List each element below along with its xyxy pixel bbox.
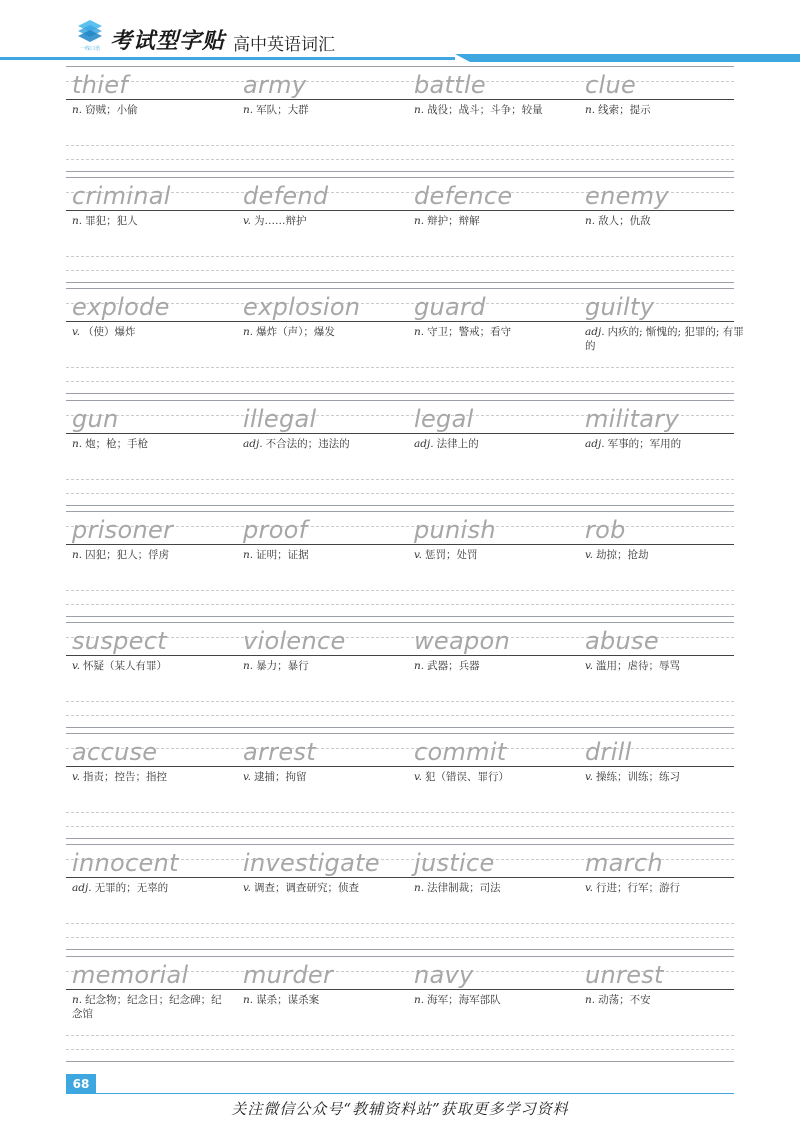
word-definition	[414, 214, 574, 228]
definition-text: （使）爆炸	[83, 326, 136, 339]
word-cell	[237, 841, 407, 949]
writing-guide-line	[66, 1061, 734, 1062]
word-row	[66, 397, 734, 509]
definition-text: 不合法的；违法的	[265, 437, 350, 450]
part-of-speech: n.	[414, 215, 425, 228]
definition-text: 操练；训练；练习	[596, 771, 681, 784]
word-row	[66, 953, 734, 1065]
definition-text: 怀疑（某人有罪）	[83, 660, 168, 672]
word-cell	[408, 841, 578, 949]
part-of-speech: adj.	[585, 326, 605, 339]
word-cell	[237, 285, 407, 393]
footer-slogan: 关注微信公众号“教辅资料站”获取更多学习资料	[231, 1100, 569, 1118]
word-cell	[579, 953, 749, 1061]
footer-line	[96, 1093, 734, 1094]
part-of-speech: n.	[414, 326, 425, 339]
tracing-word: arrest	[243, 738, 316, 767]
definition-text: 线索；提示	[598, 104, 651, 116]
writing-guide-line	[66, 505, 734, 506]
writing-guide-line	[66, 838, 734, 839]
part-of-speech: n.	[414, 660, 425, 672]
word-cell	[408, 508, 578, 616]
definition-text: 军队；大群	[256, 104, 309, 116]
word-cell	[66, 953, 236, 1061]
tracing-word: clue	[585, 71, 637, 99]
part-of-speech: adj.	[72, 882, 92, 895]
tracing-word: battle	[414, 71, 486, 99]
definition-text: 纪念物；纪念日；纪念碑；纪念馆	[72, 993, 222, 1020]
tracing-word: unrest	[585, 960, 664, 989]
part-of-speech: v.	[72, 771, 81, 784]
tracing-word: explode	[72, 293, 170, 322]
part-of-speech: n.	[243, 660, 254, 672]
writing-guide-line	[66, 393, 734, 394]
part-of-speech: n.	[72, 104, 83, 116]
part-of-speech: n.	[72, 437, 83, 450]
word-definition	[243, 881, 403, 895]
part-of-speech: v.	[414, 771, 423, 784]
svg-text:一线口语: 一线口语	[79, 46, 101, 52]
part-of-speech: adj.	[243, 437, 263, 450]
word-cell	[237, 953, 407, 1061]
word-definition	[414, 881, 574, 895]
part-of-speech: v.	[72, 326, 81, 339]
tracing-word: proof	[243, 515, 308, 544]
word-cell	[408, 953, 578, 1061]
definition-text: 犯（错误、罪行）	[425, 771, 510, 784]
word-definition	[585, 548, 745, 562]
word-definition	[243, 214, 403, 228]
part-of-speech: v.	[414, 548, 423, 561]
word-row	[66, 63, 734, 175]
word-definition	[243, 770, 403, 784]
word-definition	[72, 548, 232, 562]
definition-text: 行进；行军；游行	[596, 882, 681, 895]
part-of-speech: v.	[243, 215, 252, 228]
part-of-speech: n.	[243, 993, 254, 1006]
word-definition	[72, 214, 232, 228]
definition-text: 滥用；虐待；辱骂	[596, 660, 681, 672]
definition-text: 谋杀；谋杀案	[256, 993, 320, 1006]
word-cell	[66, 619, 236, 727]
word-definition	[585, 881, 745, 895]
part-of-speech: v.	[243, 882, 252, 895]
word-cell	[66, 730, 236, 838]
tracing-word: memorial	[72, 960, 189, 989]
definition-text: 辩护；辩解	[427, 215, 480, 228]
word-definition	[585, 770, 745, 784]
word-definition	[414, 325, 574, 339]
definition-text: 战役；战斗；斗争；较量	[427, 104, 543, 116]
part-of-speech: n.	[72, 548, 83, 561]
word-definition	[585, 214, 745, 228]
definition-text: 调查；调查研究；侦查	[254, 882, 360, 895]
tracing-word: murder	[243, 960, 334, 989]
word-cell	[237, 619, 407, 727]
definition-text: 囚犯；犯人；俘虏	[85, 548, 170, 561]
tracing-word: guard	[414, 293, 486, 322]
tracing-word: guilty	[585, 293, 655, 322]
definition-text: 惩罚；处罚	[425, 548, 478, 561]
word-definition	[72, 770, 232, 784]
word-cell	[579, 841, 749, 949]
part-of-speech: n.	[243, 104, 254, 116]
tracing-word: abuse	[585, 627, 659, 655]
definition-text: 为……辩护	[254, 215, 307, 228]
part-of-speech: v.	[72, 660, 81, 672]
word-definition	[72, 437, 232, 451]
tracing-word: rob	[585, 515, 626, 544]
word-definition	[585, 103, 745, 117]
word-definition	[243, 993, 403, 1007]
tracing-word: criminal	[72, 182, 171, 211]
tracing-word: defence	[414, 182, 513, 211]
tracing-word: illegal	[243, 404, 317, 433]
word-cell	[237, 508, 407, 616]
definition-text: 证明；证据	[256, 548, 309, 561]
definition-text: 动荡；不安	[598, 993, 651, 1006]
writing-guide-line	[66, 171, 734, 172]
word-cell	[66, 174, 236, 282]
brand-title: 考试型字贴	[110, 28, 226, 54]
word-definition	[414, 548, 574, 562]
tracing-word: suspect	[72, 627, 167, 655]
word-cell	[237, 397, 407, 505]
tracing-word: justice	[414, 849, 495, 878]
word-cell	[579, 397, 749, 505]
word-definition	[243, 325, 403, 339]
tracing-word: legal	[414, 404, 474, 433]
part-of-speech: adj.	[414, 437, 434, 450]
tracing-word: army	[243, 71, 307, 99]
definition-text: 爆炸（声）；爆发	[256, 326, 335, 339]
definition-text: 窃贼；小偷	[85, 104, 138, 116]
word-cell	[237, 730, 407, 838]
word-row	[66, 285, 744, 397]
tracing-word: enemy	[585, 182, 669, 211]
word-cell	[66, 841, 236, 949]
word-definition	[414, 993, 574, 1007]
tracing-word: weapon	[414, 627, 511, 655]
tracing-word: accuse	[72, 738, 158, 767]
word-cell	[408, 730, 578, 838]
part-of-speech: n.	[243, 326, 254, 339]
word-definition	[72, 103, 232, 117]
word-definition	[585, 659, 745, 673]
part-of-speech: adj.	[585, 437, 605, 450]
part-of-speech: v.	[585, 771, 594, 784]
definition-text: 守卫；警戒；看守	[427, 326, 512, 339]
tracing-word: thief	[72, 71, 129, 99]
word-definition	[243, 103, 403, 117]
writing-guide-line	[66, 949, 734, 950]
word-cell	[579, 63, 749, 171]
word-cell	[237, 174, 407, 282]
definition-text: 海军；海军部队	[427, 993, 501, 1006]
definition-text: 武器；兵器	[427, 660, 480, 672]
definition-text: 劫掠；抢劫	[596, 548, 649, 561]
word-cell	[408, 63, 578, 171]
subject-title: 高中英语词汇	[233, 35, 335, 55]
word-cell	[66, 397, 236, 505]
word-definition	[72, 993, 232, 1021]
word-cell	[579, 730, 749, 838]
part-of-speech: n.	[414, 882, 425, 895]
part-of-speech: n.	[72, 993, 83, 1006]
part-of-speech: n.	[414, 993, 425, 1006]
tracing-word: march	[585, 849, 663, 878]
word-row	[66, 841, 734, 953]
word-definition	[72, 881, 232, 895]
word-definition	[414, 103, 574, 117]
word-cell	[408, 285, 578, 393]
definition-text: 内疚的; 惭愧的; 犯罪的; 有罪的	[585, 326, 744, 353]
word-cell	[408, 619, 578, 727]
word-definition	[243, 659, 403, 673]
definition-text: 军事的；军用的	[607, 437, 682, 450]
word-definition	[585, 437, 745, 451]
part-of-speech: n.	[585, 215, 596, 228]
word-cell	[579, 174, 749, 282]
word-definition	[414, 437, 574, 451]
tracing-word: defend	[243, 182, 329, 211]
word-cell	[408, 397, 578, 505]
word-definition	[585, 993, 745, 1007]
definition-text: 无罪的；无辜的	[94, 882, 169, 895]
word-definition	[243, 437, 403, 451]
word-cell	[408, 174, 578, 282]
tracing-word: investigate	[243, 849, 380, 878]
part-of-speech: v.	[585, 548, 594, 561]
tracing-word: gun	[72, 404, 119, 433]
word-definition	[585, 325, 745, 353]
part-of-speech: n.	[585, 993, 596, 1006]
part-of-speech: v.	[585, 660, 594, 672]
definition-text: 逮捕；拘留	[254, 771, 307, 784]
writing-guide-line	[66, 616, 734, 617]
word-row	[66, 174, 734, 286]
definition-text: 暴力；暴行	[256, 660, 309, 672]
tracing-word: drill	[585, 738, 632, 767]
word-definition	[414, 770, 574, 784]
word-cell	[66, 63, 236, 171]
definition-text: 罪犯；犯人	[85, 215, 138, 228]
definition-text: 法律制裁；司法	[427, 882, 501, 895]
tracing-word: punish	[414, 515, 496, 544]
word-definition	[72, 659, 232, 673]
word-cell	[237, 63, 407, 171]
word-cell	[579, 285, 749, 393]
word-row	[66, 508, 734, 620]
definition-text: 炮；枪；手枪	[85, 437, 149, 450]
writing-guide-line	[66, 282, 734, 283]
part-of-speech: n.	[243, 548, 254, 561]
tracing-word: commit	[414, 738, 507, 767]
page-number: 68	[66, 1074, 96, 1094]
part-of-speech: v.	[585, 882, 594, 895]
word-cell	[66, 508, 236, 616]
word-cell	[66, 285, 236, 393]
part-of-speech: n.	[585, 104, 596, 116]
tracing-word: violence	[243, 627, 346, 655]
word-row	[66, 730, 734, 842]
tracing-word: military	[585, 404, 679, 433]
part-of-speech: n.	[414, 104, 425, 116]
part-of-speech: v.	[243, 771, 252, 784]
tracing-word: explosion	[243, 293, 361, 322]
word-cell	[579, 619, 749, 727]
tracing-word: innocent	[72, 849, 179, 878]
word-definition	[414, 659, 574, 673]
writing-guide-line	[66, 727, 734, 728]
part-of-speech: n.	[72, 215, 83, 228]
word-definition	[72, 325, 232, 339]
word-row	[66, 619, 734, 731]
tracing-word: navy	[414, 960, 474, 989]
definition-text: 敌人；仇敌	[598, 215, 651, 228]
tracing-word: prisoner	[72, 515, 174, 544]
definition-text: 法律上的	[436, 437, 479, 450]
definition-text: 指责；控告；指控	[83, 771, 168, 784]
word-definition	[243, 548, 403, 562]
word-cell	[579, 508, 749, 616]
